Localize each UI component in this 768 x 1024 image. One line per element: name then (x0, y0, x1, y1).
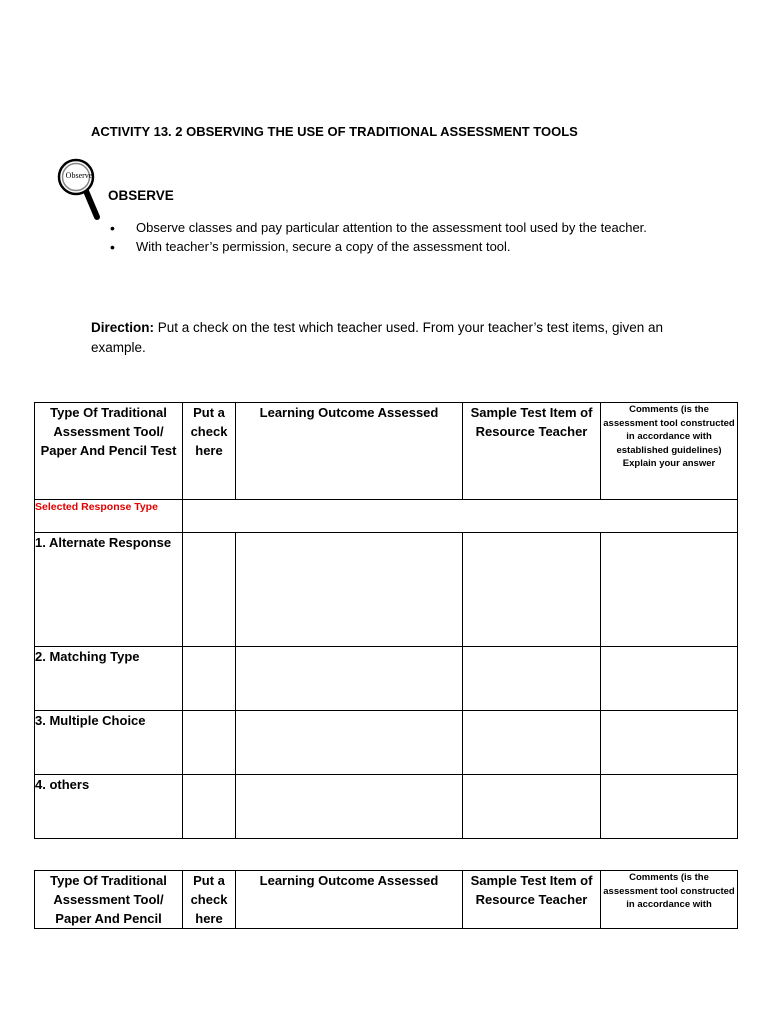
sample-cell[interactable] (463, 647, 601, 711)
check-cell[interactable] (183, 711, 236, 775)
assessment-table-continued (34, 870, 738, 929)
header-sample: Sample Test Item of Resource Teacher (463, 871, 601, 929)
header-comments: Comments (is the assessment tool constructed in accordance with established guidelines) Explain your answer (601, 403, 738, 500)
table-header-row (35, 403, 738, 500)
sample-cell[interactable] (463, 533, 601, 647)
check-cell[interactable] (183, 647, 236, 711)
comments-cell[interactable] (601, 711, 738, 775)
outcome-cell[interactable] (236, 533, 463, 647)
direction-label: Direction: (91, 320, 155, 335)
assessment-table (34, 402, 738, 839)
bullet-text: With teacher’s permission, secure a copy of the assessment tool. (136, 239, 511, 254)
check-cell[interactable] (183, 775, 236, 839)
magnifier-label: Observe (65, 171, 93, 180)
list-item: • Observe classes and pay particular attention to the assessment tool used by the teacher. (110, 220, 647, 236)
header-check: Put a check here (183, 403, 236, 500)
table-row (35, 647, 738, 711)
section-row (35, 500, 738, 533)
header-check: Put a check here (183, 871, 236, 929)
table-row (35, 711, 738, 775)
header-type: Type Of Traditional Assessment Tool/ Paper And Pencil Test (35, 403, 183, 500)
direction-paragraph (91, 318, 691, 358)
list-item: • With teacher’s permission, secure a copy of the assessment tool. (110, 239, 511, 255)
comments-cell[interactable] (601, 775, 738, 839)
row-label: 1. Alternate Response (35, 533, 183, 647)
outcome-cell[interactable] (236, 775, 463, 839)
row-label: 3. Multiple Choice (35, 711, 183, 775)
row-label: 2. Matching Type (35, 647, 183, 711)
magnifier-icon (56, 157, 106, 223)
header-type: Type Of Traditional Assessment Tool/ Paper And Pencil (35, 871, 183, 929)
comments-cell[interactable] (601, 533, 738, 647)
bullet-list (110, 219, 650, 257)
comments-cell[interactable] (601, 647, 738, 711)
direction-text: Put a check on the test which teacher used. From your teacher’s test items, given an example. (91, 320, 664, 355)
section-blank-cell[interactable] (183, 500, 738, 533)
table-header-row (35, 871, 738, 929)
table-row (35, 533, 738, 647)
observe-heading: OBSERVE (108, 188, 174, 203)
check-cell[interactable] (183, 533, 236, 647)
sample-cell[interactable] (463, 775, 601, 839)
header-sample: Sample Test Item of Resource Teacher (463, 403, 601, 500)
outcome-cell[interactable] (236, 711, 463, 775)
page-title: ACTIVITY 13. 2 OBSERVING THE USE OF TRADITIONAL ASSESSMENT TOOLS (91, 124, 578, 139)
header-comments: Comments (is the assessment tool constructed in accordance with (601, 871, 738, 929)
section-label: Selected Response Type (35, 500, 183, 533)
bullet-text: Observe classes and pay particular attention to the assessment tool used by the teacher. (136, 220, 647, 235)
row-label: 4. others (35, 775, 183, 839)
header-outcome: Learning Outcome Assessed (236, 871, 463, 929)
outcome-cell[interactable] (236, 647, 463, 711)
header-outcome: Learning Outcome Assessed (236, 403, 463, 500)
table-row (35, 775, 738, 839)
sample-cell[interactable] (463, 711, 601, 775)
